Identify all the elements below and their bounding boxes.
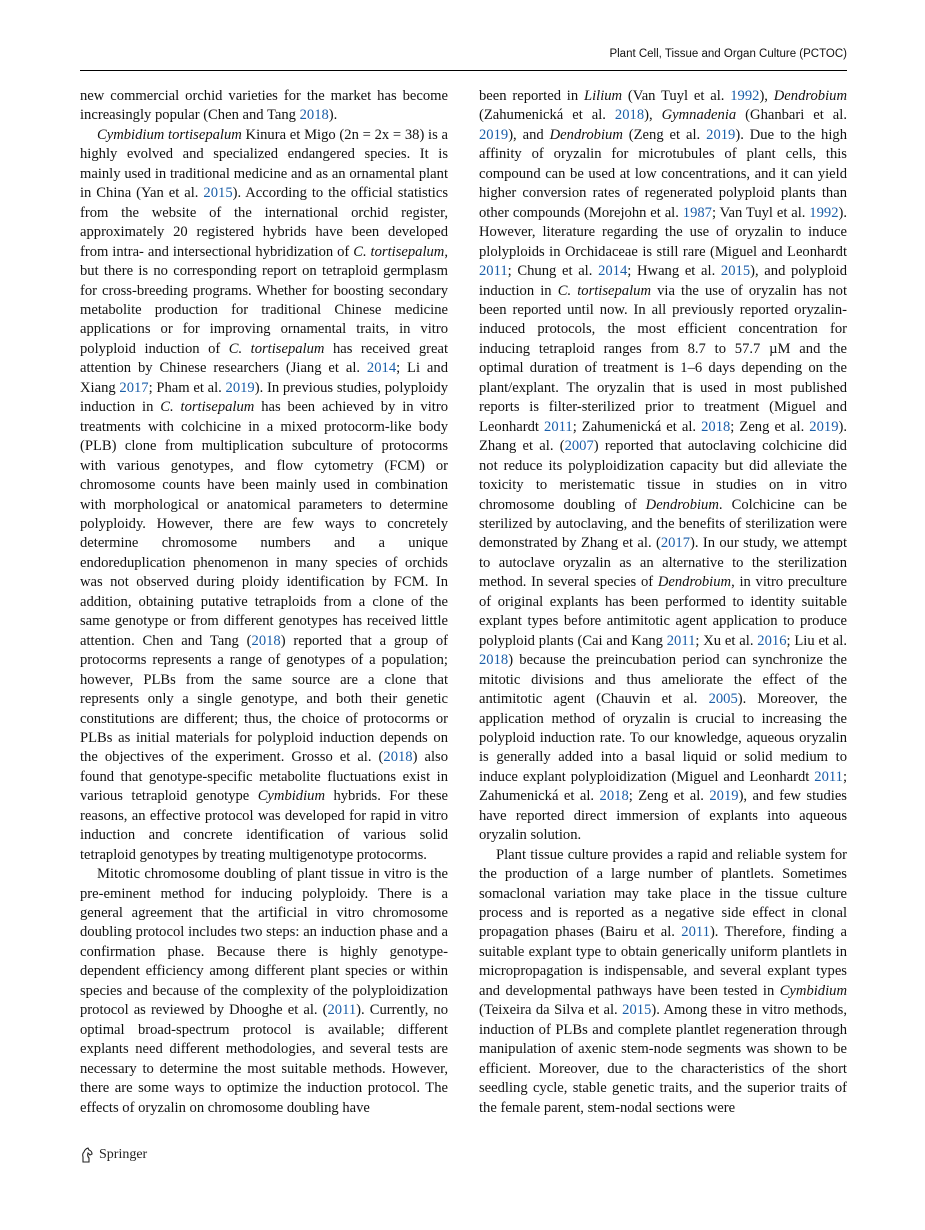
citation-link[interactable]: 1992 bbox=[809, 204, 839, 221]
citation-link[interactable]: 2011 bbox=[327, 1002, 357, 1019]
citation-link[interactable]: 2011 bbox=[681, 924, 710, 941]
publisher-name: Springer bbox=[99, 1147, 148, 1162]
citation-link[interactable]: 2017 bbox=[660, 535, 691, 552]
citation-link[interactable]: 1992 bbox=[730, 88, 760, 104]
paragraph: Plant tissue culture provides a rapid and reliable system for the production of a large number of plantlets. Sometimes somaclonal variation may take place in the tissue culture process and is reported as a negative side effect in clonal propagation phases (Bairu et al. 2011). Therefore, finding a suitable explant type to obtain generically uniform plantlets in micropropagation is indispensable, and several explant types and developmental pathways have been tested in Cymbidium (Teixeira da Silva et al. 2015). Among these in vitro methods, induction of PLBs and complete plantlet regeneration through manipulation of axenic stem-node segments was shown to be efficient. Moreover, due to the characteristics of the short seedling cycle, stable genetic traits, and the superior traits of the female parent, stem-nodal sections were bbox=[479, 846, 848, 1116]
right-column bbox=[479, 87, 847, 1118]
citation-link[interactable]: 2016 bbox=[757, 632, 787, 649]
paragraph: Mitotic chromosome doubling of plant tissue in vitro is the pre-eminent method for inducing polyploidy. There is a general agreement that the artificial in vitro chromosome doubling protocol includes two steps: an induction phase and a confirmation phase. Because there is highly genotype-dependent efficiency among different plant species or within species and because of the complexity of the polyploidization protocol as reviewed by Dhooghe et al. (2011). Currently, no optimal broad-spectrum protocol is available; different explants need different methodologies, and several tests are necessary to determine the most suitable methods. However, there are some ways to optimize the induction protocol. The effects of oryzalin on chromosome doubling have bbox=[80, 866, 449, 1116]
citation-link[interactable]: 2018 bbox=[383, 749, 413, 766]
citation-link[interactable]: 2017 bbox=[119, 379, 149, 396]
citation-link[interactable]: 2018 bbox=[701, 418, 731, 435]
paragraph: Cymbidium tortisepalum Kinura et Migo (2n = 2x = 38) is a highly evolved and specialized endangered species. It is mainly used in traditional medicine and as an ornamental plant in China (Yan et al. 2015). According to the official statistics from the website of the international orchid register, approximately 20 registered hybrids have been developed from intra- and intersectional hybridization of C. tortisepalum, but there is no corresponding report on tetraploid germplasm for cross-breeding programs. Whether for boosting secondary metabolite production for traditional Chinese medicine applications or for improving ornamental traits, in vitro polyploid induction of C. tortisepalum has received great attention by Chinese researchers (Jiang et al. 2014; Li and Xiang 2017; Pham et al. 2019). In previous studies, polyploidy induction in C. tortisepalum has been achieved by in vitro treatments with colchicine in a mixed protocorm-like body (PLB) clone from multiplication subculture of protocorms with various genotypes, and flow cytometry (FCM) or chromosome counts have been mainly used in combination with morphological or anatomical parameters to determine polyploidy. However, there are few ways to concretely determine chromosome numbers and a unique endoreduplication phenomenon in many species of orchids was not observed during ploidy identification by FCM. In addition, obtaining putative tetraploids from a clone of the same genotype or from different genotypes has received little attention. Chen and Tang (2018) reported that a group of protocorms represents a range of genotypes of a population; however, PLBs from the same source are a clone that represents only a single genotype, and both their genetic constitutions are different; thus, the choice of protocorms or PLBs as initial materials for polyploid induction depends on the objectives of the experiment. Grosso et al. (2018) also found that genotype-specific metabolite fluctuations exist in various tetraploid genotype Cymbidium hybrids. For these reasons, an effective protocol was developed for rapid in vitro induction and concrete identification of various solid tetraploid genotypes by treating multigenotype protocorms. bbox=[80, 126, 449, 863]
citation-link[interactable]: 2015 bbox=[720, 263, 751, 280]
citation-link[interactable]: 2019 bbox=[479, 126, 509, 143]
species-name: Cymbidium bbox=[257, 788, 325, 805]
citation-link[interactable]: 2015 bbox=[203, 185, 233, 202]
citation-link[interactable]: 2019 bbox=[809, 418, 839, 435]
species-name: C. tortisepalum bbox=[353, 243, 445, 260]
citation-link[interactable]: 2011 bbox=[479, 263, 508, 280]
species-name: C. tortisepalum bbox=[557, 282, 651, 299]
citation-link[interactable]: 2019 bbox=[706, 126, 736, 143]
citation-link[interactable]: 2018 bbox=[251, 632, 281, 649]
species-name: Dendrobium bbox=[549, 126, 623, 143]
citation-link[interactable]: 2014 bbox=[366, 360, 397, 377]
citation-link[interactable]: 2014 bbox=[598, 263, 628, 280]
species-name: Dendrobium bbox=[645, 496, 719, 513]
citation-link[interactable]: 2011 bbox=[666, 632, 696, 649]
citation-link[interactable]: 2018 bbox=[299, 107, 329, 124]
citation-link[interactable]: 2007 bbox=[564, 438, 594, 455]
species-name: C. tortisepalum bbox=[228, 340, 325, 357]
page-footer bbox=[80, 1144, 147, 1166]
species-name: Lilium bbox=[583, 88, 623, 104]
species-name: Dendrobium bbox=[657, 574, 732, 591]
citation-link[interactable]: 2019 bbox=[709, 788, 739, 805]
citation-link[interactable]: 2011 bbox=[544, 418, 573, 435]
springer-horse-icon bbox=[80, 1147, 94, 1163]
citation-link[interactable]: 2019 bbox=[225, 379, 255, 396]
citation-link[interactable]: 2018 bbox=[614, 107, 645, 124]
species-name: Gymnadenia bbox=[661, 107, 737, 124]
citation-link[interactable]: 2018 bbox=[599, 788, 629, 805]
species-name: C. tortisepalum bbox=[160, 399, 255, 416]
paragraph: new commercial orchid varieties for the market has become increasingly popular (Chen and Tang 2018). bbox=[80, 88, 448, 124]
species-name: Cymbidium tortisepalum bbox=[97, 126, 242, 143]
citation-link[interactable]: 2015 bbox=[622, 1002, 652, 1019]
species-name: Cymbidium bbox=[779, 982, 847, 999]
citation-link[interactable]: 1987 bbox=[682, 204, 712, 221]
citation-link[interactable]: 2005 bbox=[708, 691, 738, 708]
running-header bbox=[80, 48, 847, 71]
species-name: Dendrobium bbox=[773, 88, 847, 104]
left-column bbox=[80, 87, 448, 1118]
paragraph: been reported in Lilium (Van Tuyl et al. 1992), Dendrobium (Zahumenická et al. 2018), Gymnadenia (Ghanbari et al. 2019), and Dendrobium (Zeng et al. 2019). Due to the high affinity of oryzalin for microtubules of plant cells, this compound can be used at low concentrations, and it can yield higher conversion rates of regenerated polyploid plants than other compounds (Morejohn et al. 1987; Van Tuyl et al. 1992). However, literature regarding the use of oryzalin to induce plolyploids in Orchidaceae is still rare (Miguel and Leonhardt 2011; Chung et al. 2014; Hwang et al. 2015), and polyploid induction in C. tortisepalum via the use of oryzalin has not been reported until now. In all previously reported oryzalin-induced protocols, the most efficient concentration for inducing tetraploid ranges from 8.7 to 57.7 µM and the optimal duration of treatment is 1–6 days depending on the plant/explant. The oryzalin that is used in most published reports is filter-sterilized prior to treatment (Miguel and Leonhardt 2011; Zahumenická et al. 2018; Zeng et al. 2019). Zhang et al. (2007) reported that autoclaving colchicine did not reduce its polyploidization capacity but did alleviate the toxicity to meristematic tissue in studies on in vitro chromosome doubling of Dendrobium. Colchicine can be sterilized by autoclaving, and the benefits of sterilization were demonstrated by Zhang et al. (2017). In our study, we attempt to autoclave oryzalin as an alternative to the sterilization method. In several species of Dendrobium, in vitro preculture of original explants has been performed to identity suitable explant types before antimitotic agent application to produce polyploid plants (Cai and Kang 2011; Xu et al. 2016; Liu et al. 2018) because the preincubation period can synchronize the mitotic divisions and thus ameliorate the effect of the antimitotic agent (Chauvin et al. 2005). Moreover, the application method of oryzalin is crucial to increasing the polyploid induction rate. To our knowledge, aqueous oryzalin is generally added into a basal liquid or solid medium to induce explant polyploidization (Miguel and Leonhardt 2011; Zahumenická et al. 2018; Zeng et al. 2019), and few studies have reported direct immersion of explants into aqueous oryzalin solution. bbox=[479, 88, 847, 844]
journal-title: Plant Cell, Tissue and Organ Culture (PCTOC) bbox=[609, 48, 847, 60]
citation-link[interactable]: 2011 bbox=[814, 768, 843, 785]
citation-link[interactable]: 2018 bbox=[479, 652, 509, 669]
